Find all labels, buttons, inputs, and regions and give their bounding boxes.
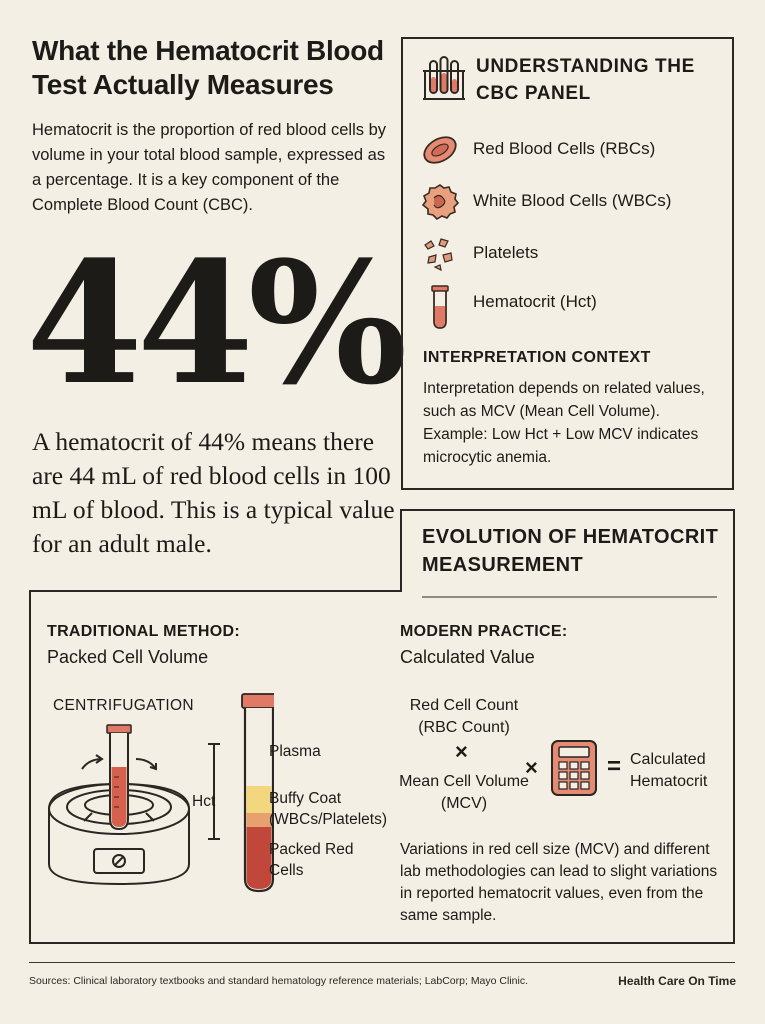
traditional-method-heading: TRADITIONAL METHOD:: [47, 623, 240, 640]
modern-practice-heading: MODERN PRACTICE:: [400, 623, 568, 640]
cbc-item-platelets: [421, 235, 721, 275]
intro-paragraph: Hematocrit is the proportion of red blood cells by volume in your total blood sample, expressed as a percentage. It is a key component of the Complete Blood Count (CBC).: [32, 121, 387, 214]
buffy-coat-label: Buffy Coat (WBCs/Platelets): [269, 790, 387, 828]
red-blood-cell-icon: [421, 131, 459, 169]
brand-name: Health Care On Time: [618, 974, 736, 988]
cbc-item-hematocrit: [421, 284, 721, 324]
platelets-icon: [421, 235, 459, 273]
calculator-icon: [550, 739, 598, 797]
hct-bracket-label: Hct: [192, 793, 216, 810]
cbc-item-label: White Blood Cells (WBCs): [473, 191, 672, 210]
footer-divider: [29, 962, 735, 963]
multiply-symbol: ×: [455, 739, 468, 764]
white-blood-cell-icon: [421, 183, 459, 221]
calculated-hematocrit-text: Calculated Hematocrit: [630, 751, 708, 790]
evolution-heading: EVOLUTION OF HEMATOCRIT MEASUREMENT: [422, 526, 719, 576]
cbc-item-label: Hematocrit (Hct): [473, 292, 597, 311]
variations-note: Variations in red cell size (MCV) and different lab methodologies can lead to slight variations in reported hematocrit values, even from the same sample.: [400, 841, 718, 924]
modern-practice-subheading: Calculated Value: [400, 647, 535, 667]
interpretation-body: Interpretation depends on related values, such as MCV (Mean Cell Volume). Example: Low Hct + Low MCV indicates microcytic anemia.: [423, 380, 705, 466]
interpretation-heading: INTERPRETATION CONTEXT: [423, 349, 651, 366]
cbc-panel-box: [401, 37, 734, 490]
stat-description: A hematocrit of 44% means there are 44 mL of red blood cells in 100 mL of blood. This is a typical value for an adult male.: [32, 427, 395, 558]
sources-text: Sources: Clinical laboratory textbooks and standard hematology reference materials; LabCorp; Mayo Clinic.: [29, 975, 528, 987]
cbc-item-label: Platelets: [473, 243, 539, 262]
plasma-label: Plasma: [269, 743, 321, 760]
page-title: What the Hematocrit Blood Test Actually Measures: [32, 35, 384, 100]
multiply-symbol-2: ×: [525, 755, 538, 780]
equals-symbol: =: [607, 753, 622, 780]
centrifugation-label: CENTRIFUGATION: [53, 697, 194, 714]
rbc-count-text: Red Cell Count (RBC Count): [409, 697, 519, 736]
packed-red-cells-label: Packed Red Cells: [269, 841, 354, 879]
test-tubes-rack-icon: [421, 55, 467, 101]
test-tube-icon: [421, 284, 459, 330]
centrifuge-illustration: [44, 689, 274, 894]
cbc-item-label: Red Blood Cells (RBCs): [473, 139, 656, 158]
cbc-item-wbc: [421, 183, 721, 223]
hematocrit-stat-value: 44%: [26, 224, 402, 422]
cbc-panel-heading: UNDERSTANDING THE CBC PANEL: [476, 56, 695, 104]
cbc-item-rbc: [421, 131, 721, 171]
mcv-text: Mean Cell Volume (MCV): [399, 773, 529, 812]
traditional-method-subheading: Packed Cell Volume: [47, 647, 209, 667]
evolution-section: [29, 509, 735, 944]
